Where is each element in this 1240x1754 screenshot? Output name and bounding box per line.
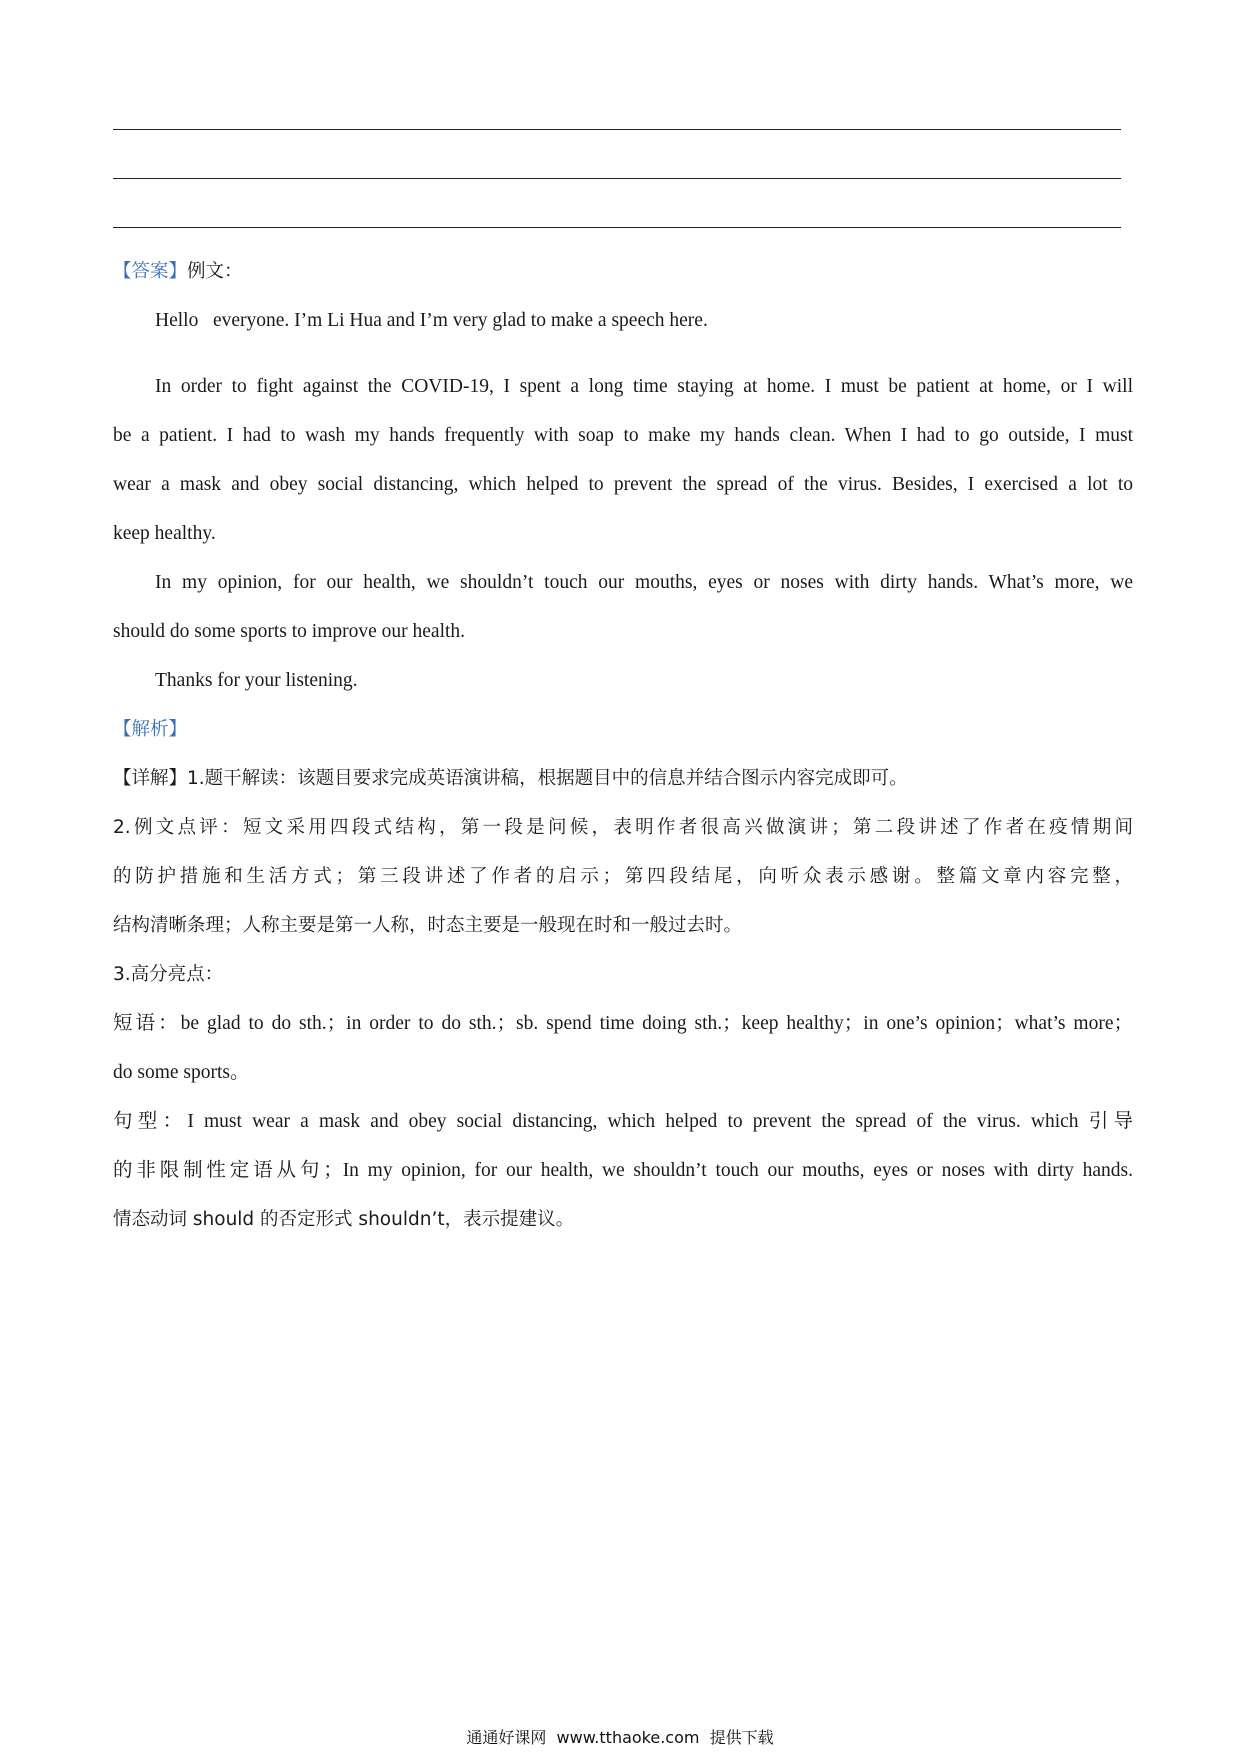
analysis-detail-1 — [113, 754, 1133, 803]
essay-closing: Thanks for your listening. — [155, 670, 358, 691]
phrases-line: 短语：be glad to do sth.；in order to do sth.；sb. spend time doing sth.；keep healthy；in one’s opinion；what’s more； — [113, 1013, 1133, 1034]
essay-line: keep healthy. — [113, 523, 216, 544]
essay-line: wear a mask and obey social distancing, which helped to prevent the spread of the virus. Besides, I exercised a lot to — [113, 474, 1133, 495]
answer-tag: 【答案】 — [113, 261, 188, 282]
detail-1-text: 1.题干解读：该题目要求完成英语演讲稿，根据题目中的信息并结合图示内容完成即可。 — [187, 768, 908, 789]
analysis-detail-2 — [113, 803, 1133, 950]
highlight-sentences — [113, 1097, 1133, 1244]
phrases-line: do some sports。 — [113, 1062, 250, 1083]
essay-line: should do some sports to improve our health. — [113, 621, 466, 642]
document-body — [113, 247, 1133, 1244]
sentences-line: 情态动词 should 的否定形式 shouldn’t，表示提建议。 — [113, 1209, 575, 1230]
answer-blank-line — [113, 129, 1121, 130]
detail-2-line: 结构清晰条理；人称主要是第一人称，时态主要是一般现在时和一般过去时。 — [113, 915, 743, 936]
essay-line: In my opinion, for our health, we shouldn’t touch our mouths, eyes or noses with dirty hands. What’s more, we — [155, 572, 1133, 593]
answer-label: 例文： — [187, 261, 243, 282]
essay-paragraph-2 — [113, 362, 1133, 558]
answer-blank-line — [113, 178, 1121, 179]
analysis-tag: 【解析】 — [113, 719, 188, 740]
analysis-heading — [113, 705, 1133, 754]
essay-greeting: Hello everyone. I’m Li Hua and I’m very glad to make a speech here. — [155, 310, 708, 331]
essay-line: be a patient. I had to wash my hands frequently with soap to make my hands clean. When I had to go outside, I must — [113, 425, 1133, 446]
detail-2-line: 2.例文点评：短文采用四段式结构，第一段是问候，表明作者很高兴做演讲；第二段讲述了作者在疫情期间 — [113, 817, 1133, 838]
page-footer: 通通好课网 www.tthaoke.com 提供下载 — [466, 1728, 774, 1747]
detail-tag: 【详解】 — [113, 768, 188, 789]
essay-line: In order to fight against the COVID-19, I spent a long time staying at home. I must be patient at home, or I will — [155, 376, 1133, 397]
analysis-detail-3-title: 3.高分亮点： — [113, 964, 224, 985]
essay-paragraph-3 — [113, 558, 1133, 656]
highlight-phrases — [113, 999, 1133, 1097]
sentences-line: 句型：I must wear a mask and obey social distancing, which helped to prevent the spread of the virus. which 引导 — [113, 1111, 1133, 1132]
detail-2-line: 的防护措施和生活方式；第三段讲述了作者的启示；第四段结尾，向听众表示感谢。整篇文章内容完整， — [113, 866, 1133, 887]
sentences-line: 的非限制性定语从句；In my opinion, for our health, we shouldn’t touch our mouths, eyes or noses with dirty hands. — [113, 1160, 1133, 1181]
answer-blank-line — [113, 227, 1121, 228]
answer-heading — [113, 247, 1133, 296]
